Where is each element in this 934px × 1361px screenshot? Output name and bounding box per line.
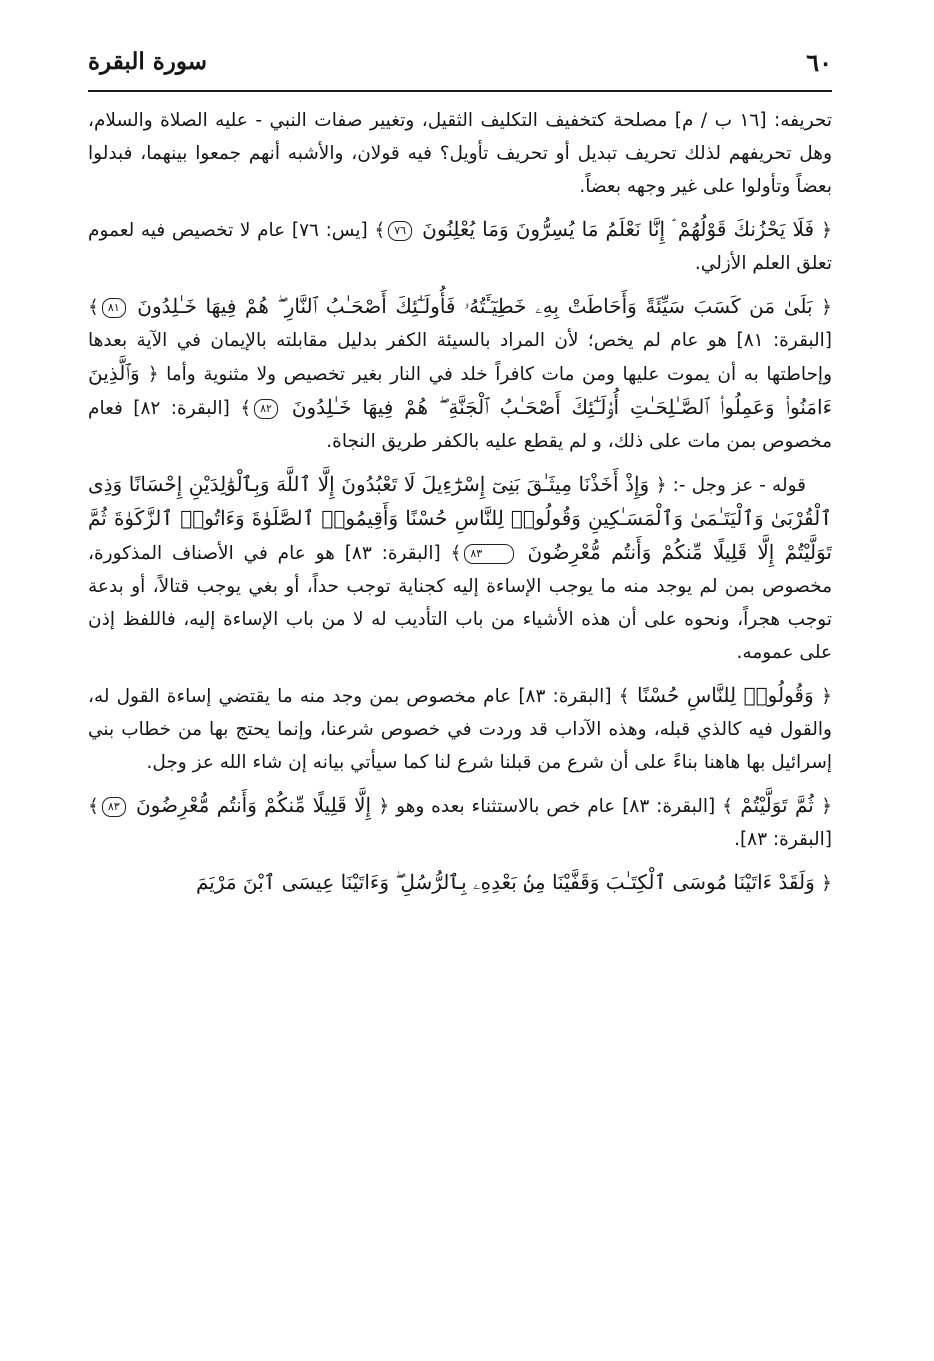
- running-header: [88, 40, 832, 92]
- ornate-bracket-open: ﴿: [655, 475, 667, 496]
- page-number: ٦٠: [806, 48, 832, 77]
- commentary-text: قوله - عز وجل -:: [666, 475, 806, 496]
- ayah-number-marker: ٨٣: [102, 797, 126, 817]
- ayah-number-marker: ٨٣: [464, 544, 514, 564]
- ayah-number-marker: ٨٢: [254, 399, 278, 419]
- ornate-bracket-close: ﴾: [374, 220, 386, 241]
- ornate-bracket-open: ﴿: [821, 873, 832, 894]
- commentary-text: عام مخصوص بمن وجد منه ما يقتضي إساءة القول له، والقول فيه كالذي قبله، وهذه الآداب قد وردت في خصوص شرعنا، وإنما يحتج بها من خطاب بني إسرائيل بها هاهنا بناءً على أن شرع من قبلنا شرع لنا كما سيأتي بيانه إن شاء الله عز وجل.: [88, 686, 832, 773]
- paragraph: [88, 104, 832, 203]
- verse-reference: [البقرة: ٨٢]: [122, 398, 241, 419]
- quran-verse: ثُمَّ تَوَلَّيْتُمْ: [732, 793, 822, 817]
- commentary-text: هو عام لم يخص؛ لأن المراد بالسيئة الكفر بدليل مقابلته بالإيمان في الآية بعدها وإحاطتها به أن يموت عليها ومن مات كافراً خلد في النار بغير تخصيص ولا مثنوية وأما: [88, 330, 832, 385]
- paragraph: [88, 213, 832, 280]
- commentary-text: هو عام في الأصناف المذكورة، مخصوص بمن لم يوجد منه ما يوجب الإساءة إليه كجناية توجب حداً، أو بغي يوجب قتالاً، أو بدعة توجب هجراً، ونحوه على أن هذه الأشياء من باب التأديب له لا من باب الإساءة إليه، فاللفظ إذن على عمومه.: [88, 543, 832, 663]
- ayah-number-marker: ٧٦: [388, 221, 412, 241]
- commentary-text: تحريفه: [١٦ ب / م] مصلحة كتخفيف التكليف الثقيل، وتغيير صفات النبي - عليه الصلاة والسلام، وهل تحريفهم لذلك تحريف تبديل أو تحريف تأويل؟ فيه قولان، والأشبه أنهم جمعوا بينهما، فبدلوا بعضاً وتأولوا على غير وجهه بعضاً.: [88, 110, 832, 197]
- quran-verse: وَٱلَّذِينَ ءَامَنُوا۟ وَعَمِلُوا۟ ٱلصَّـٰلِحَـٰتِ أُو۟لَـٰٓئِكَ أَصْحَـٰبُ ٱلْجَنَّةِ ۖ هُمْ فِيهَا خَـٰلِدُونَ: [88, 361, 832, 419]
- ayah-number-marker: ٨١: [102, 298, 126, 318]
- body-text: [88, 92, 832, 900]
- ornate-bracket-close: ﴾: [450, 543, 462, 564]
- quran-verse: إِلَّا قَلِيلًا مِّنكُمْ وَأَنتُم مُّعْرِضُونَ: [128, 793, 379, 817]
- quran-verse: فَلَا يَحْزُنكَ قَوْلُهُمْ ۘ إِنَّا نَعْلَمُ مَا يُسِرُّونَ وَمَا يُعْلِنُونَ: [415, 217, 822, 241]
- ornate-bracket-open: ﴿: [821, 686, 832, 707]
- paragraph: [88, 679, 832, 779]
- ornate-bracket-close: ﴾: [88, 796, 99, 817]
- ornate-bracket-open: ﴿: [821, 796, 832, 817]
- verse-reference: [البقرة: ٨٣]: [511, 686, 619, 707]
- verse-reference: [البقرة: ٨٣]: [334, 543, 451, 564]
- ornate-bracket-close: ﴾: [88, 297, 99, 318]
- quran-verse: وَلَقَدْ ءَاتَيْنَا مُوسَى ٱلْكِتَـٰبَ وَقَفَّيْنَا مِنۢ بَعْدِهِۦ بِٱلرُّسُلِ ۖ وَءَاتَيْنَا عِيسَى ٱبْنَ مَرْيَمَ: [195, 870, 822, 894]
- ornate-bracket-close: ﴾: [722, 796, 733, 817]
- ornate-bracket-close: ﴾: [618, 686, 630, 707]
- commentary-text: فعام مخصوص بمن مات على ذلك، و لم يقطع عليه بالكفر طريق النجاة.: [88, 398, 832, 452]
- commentary-text: عام خص بالاستثناء بعده وهو: [389, 796, 616, 817]
- book-page: [88, 40, 832, 1340]
- quran-verse: وَإِذْ أَخَذْنَا مِيثَـٰقَ بَنِىٓ إِسْرَٰٓءِيلَ لَا تَعْبُدُونَ إِلَّا ٱللَّهَ وَبِٱلْوَٰلِدَيْنِ إِحْسَانًا وَذِى ٱلْقُرْبَىٰ وَٱلْيَتَـٰمَىٰ وَٱلْمَسَـٰكِينِ وَقُولُوا۟ لِلنَّاسِ حُسْنًا وَأَقِيمُوا۟ ٱلصَّلَوٰةَ وَءَاتُوا۟ ٱلزَّكَوٰةَ ثُمَّ تَوَلَّيْتُمْ إِلَّا قَلِيلًا مِّنكُمْ وَأَنتُم مُّعْرِضُونَ: [88, 472, 832, 564]
- paragraph: [88, 290, 832, 458]
- commentary-text: عام لا تخصيص فيه لعموم تعلق العلم الأزلي.: [88, 220, 832, 274]
- quran-verse: بَلَىٰ مَن كَسَبَ سَيِّئَةً وَأَحَاطَتْ بِهِۦ خَطِيٓـَٔتُهُۥ فَأُولَـٰٓئِكَ أَصْحَـٰبُ ٱلنَّارِ ۖ هُمْ فِيهَا خَـٰلِدُونَ: [128, 294, 822, 318]
- verse-reference: [البقرة: ٨١]: [727, 330, 832, 351]
- paragraph: [88, 468, 832, 669]
- verse-reference: [يس: ٧٦]: [285, 220, 375, 241]
- ornate-bracket-open: ﴿: [378, 796, 390, 817]
- verse-reference: [البقرة: ٨٣]: [615, 796, 723, 817]
- ornate-bracket-close: ﴾: [240, 398, 252, 419]
- quran-verse: وَقُولُوا۟ لِلنَّاسِ حُسْنًا: [629, 683, 822, 707]
- paragraph: [88, 866, 832, 900]
- ornate-bracket-open: ﴿: [821, 220, 832, 241]
- verse-reference: [البقرة: ٨٣].: [734, 829, 832, 850]
- ornate-bracket-open: ﴿: [821, 297, 832, 318]
- surah-title: سورة البقرة: [88, 48, 208, 75]
- paragraph: [88, 789, 832, 856]
- ornate-bracket-open: ﴿: [147, 364, 159, 385]
